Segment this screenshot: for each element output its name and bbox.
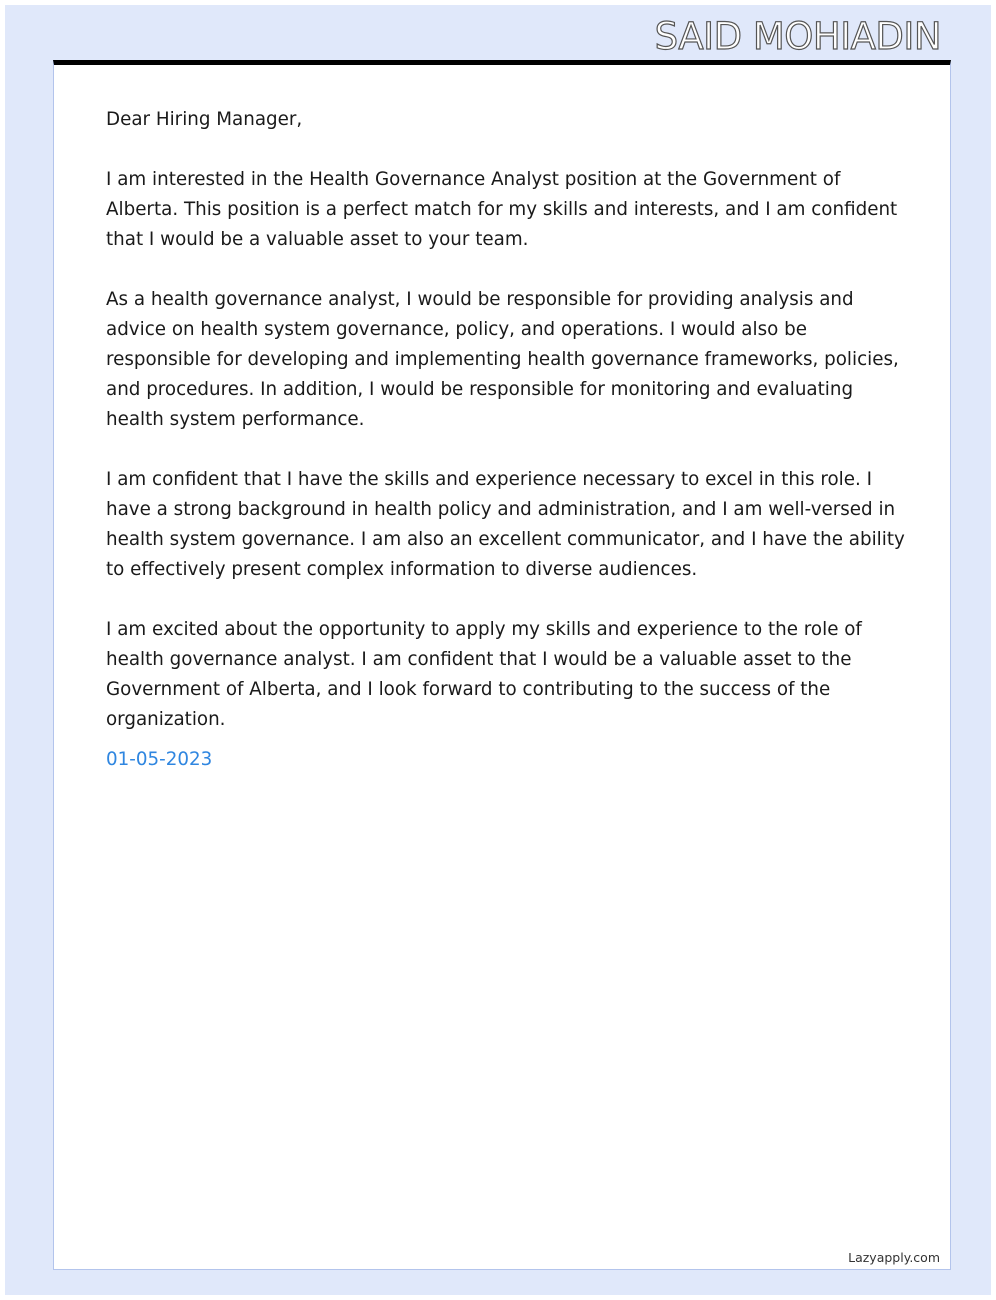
letter-page [53,60,951,1270]
paragraph-responsibilities: As a health governance analyst, I would be responsible for providing analysis and advice on health system governance, policy, and operations. I would also be responsible for developing and implementing health governance frameworks, policies, and procedures. In addition, I would be responsible for monitoring and evaluating health system performance. [106,289,899,430]
salutation: Dear Hiring Manager, [106,109,303,130]
page-frame [5,5,991,1295]
paragraph-closing: I am excited about the opportunity to apply my skills and experience to the role of health governance analyst. I am confident that I would be a valuable asset to the Government of Alberta, and I look forward to contributing to the success of the organization. [106,619,862,730]
cover-letter-body [106,105,906,775]
paragraph-intro: I am interested in the Health Governance Analyst position at the Government of Alberta. This position is a perfect match for my skills and interests, and I am confident that I would be a valuable asset to your team. [106,169,898,250]
letter-date: 01-05-2023 [106,749,213,770]
applicant-name: SAID MOHIADIN [654,15,941,58]
footer-watermark: Lazyapply.com [848,1250,940,1265]
paragraph-qualifications: I am confident that I have the skills and experience necessary to excel in this role. I have a strong background in health policy and administration, and I am well-versed in health system governance. I am also an excellent communicator, and I have the ability to effectively present complex information to diverse audiences. [106,469,905,580]
